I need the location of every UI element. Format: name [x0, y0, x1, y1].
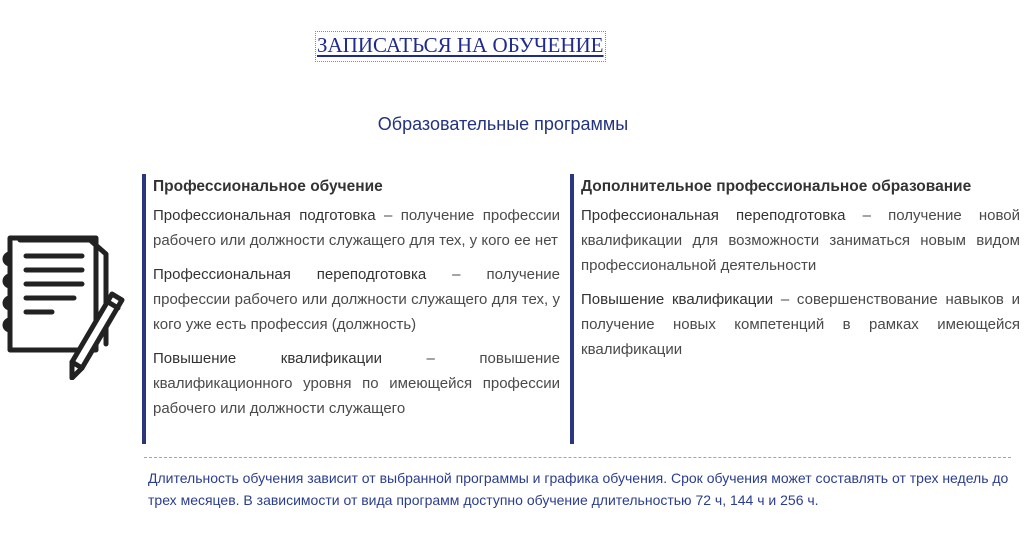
item-term: Профессиональная подготовка: [153, 207, 376, 224]
duration-note: Длительность обучения зависит от выбранной программы и графика обучения. Срок обучения может составлять от трех недель до трех месяцев. В зависимости от вида программ доступно обучение длительностью 72 ч, 144 ч и 256 ч.: [148, 470, 1009, 508]
item-text: – получение профессии рабочего или должности служащего для тех, у кого ее нет: [153, 207, 560, 249]
item-term: Повышение квалификации: [153, 350, 382, 367]
item-term: Профессиональная переподготовка: [153, 266, 427, 283]
item-text: – совершенствование навыков и получение новых компетенций в рамках имеющейся квалификации: [581, 291, 1020, 358]
list-item: [153, 346, 560, 421]
column-additional-education: [570, 174, 1030, 444]
enroll-link[interactable]: ЗАПИСАТЬСЯ НА ОБУЧЕНИЕ: [317, 33, 604, 57]
item-text: – повышение квалификационного уровня по имеющейся профессии рабочего или должности служащего: [153, 350, 560, 417]
item-term: Профессиональная переподготовка: [581, 207, 846, 224]
column-vocational-training: [142, 174, 572, 444]
list-item: [153, 203, 560, 253]
column-title: Дополнительное профессиональное образование: [581, 178, 972, 195]
item-term: Повышение квалификации: [581, 291, 774, 308]
divider: [144, 457, 1011, 458]
section-heading: Образовательные программы: [377, 114, 629, 134]
list-item: [153, 262, 560, 337]
list-item: [581, 203, 1020, 278]
column-title: Профессиональное обучение: [153, 178, 383, 195]
document-pencil-icon: [2, 232, 128, 380]
item-text: – получение профессии рабочего или должности служащего для тех, у кого уже есть профессия (должность): [153, 266, 560, 333]
item-text: – получение новой квалификации для возможности заниматься новым видом профессиональной деятельности: [581, 207, 1021, 274]
list-item: [581, 287, 1020, 362]
